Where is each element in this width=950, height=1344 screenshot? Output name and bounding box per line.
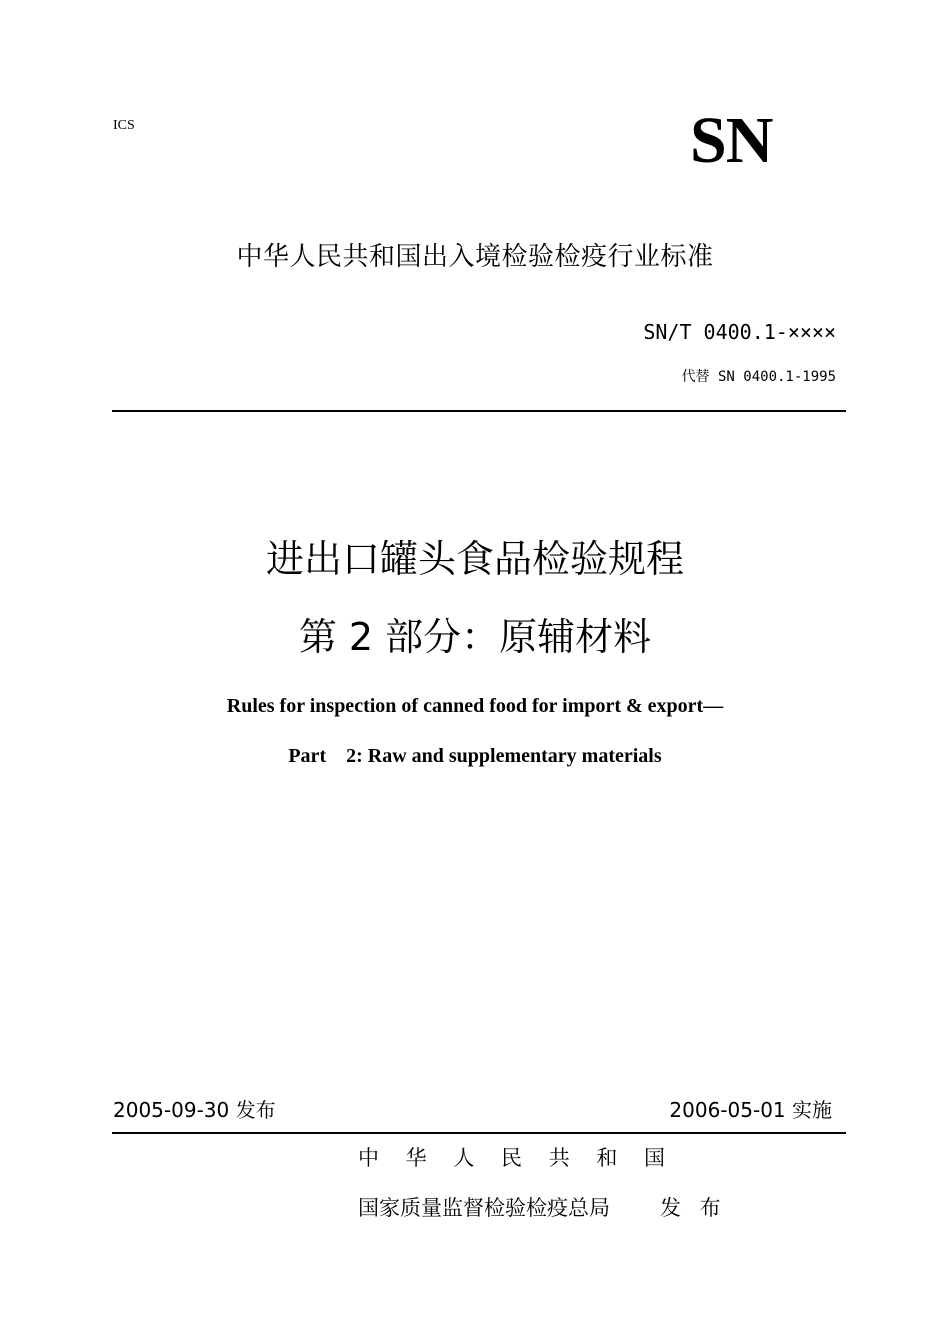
publish-action: 发 布 <box>660 1196 727 1220</box>
effective-date: 2006-05-01 实施 <box>669 1098 832 1122</box>
replaces-note: 代替 SN 0400.1-1995 <box>681 369 836 385</box>
title-cn-main: 进出口罐头食品检验规程 <box>265 537 684 581</box>
standard-category: 中华人民共和国出入境检验检疫行业标准 <box>236 242 714 272</box>
standard-number: SN/T 0400.1-×××× <box>643 320 836 344</box>
bottom-divider <box>112 1132 846 1134</box>
publisher-agency: 国家质量监督检验检疫总局 <box>358 1196 610 1220</box>
title-en-main: Rules for inspection of canned food for import & export— <box>226 695 724 717</box>
title-cn-part: 第 2 部分：原辅材料 <box>298 615 652 659</box>
ics-label: ICS <box>113 118 135 133</box>
standard-mark: SN <box>690 104 773 177</box>
top-divider <box>112 410 846 412</box>
publisher-country: 中 华 人 民 共 和 国 <box>358 1146 676 1170</box>
issue-date: 2005-09-30 发布 <box>113 1098 276 1122</box>
title-en-part: Part 2: Raw and supplementary materials <box>288 745 662 767</box>
